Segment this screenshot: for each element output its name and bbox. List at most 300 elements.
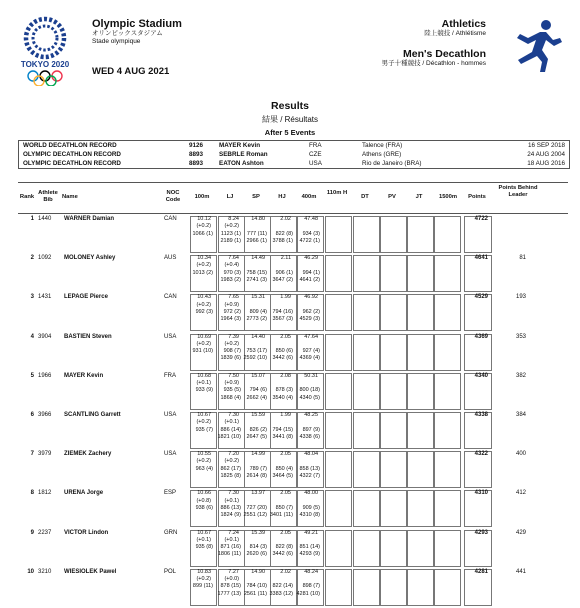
athlete-noc: CAN [164, 216, 177, 222]
result-100m-line: 935 (7) [195, 426, 213, 433]
empty-event-cell [380, 373, 407, 410]
result-hj-line: 1.99 [280, 294, 291, 301]
empty-event-cell [434, 373, 461, 410]
result-lj-line: 1839 (6) [220, 355, 241, 362]
athlete-name: BASTIEN Steven [64, 333, 112, 340]
athlete-rank: 5 [30, 372, 34, 379]
result-hj-line: 2.05 [280, 490, 291, 497]
empty-event-cell [353, 334, 380, 371]
result-sp-line: 15.59 [251, 412, 265, 418]
result-lj-line: (+0.2) [224, 458, 239, 465]
result-lj-line: 970 (3) [223, 269, 241, 276]
result-sp-line: 13.97 [251, 490, 265, 497]
result-sp-line: 794 (6) [249, 387, 267, 394]
result-sp-line: 2614 (8) [246, 473, 267, 480]
result-lj-line: 1824 (9) [220, 512, 241, 519]
venue-name-fr: Stade olympique [92, 38, 141, 45]
result-lj-line: (+0.4) [224, 262, 239, 269]
athlete-noc: CAN [164, 294, 177, 301]
result-hj-line: 794 (16) [272, 308, 293, 315]
athlete-points-behind: 400 [515, 451, 526, 458]
result-sp-line: 2773 (2) [246, 316, 267, 323]
result-hj-line: 822 (8) [275, 230, 293, 237]
result-sp-line: 784 (10) [246, 583, 267, 590]
col-hj: HJ [278, 194, 286, 200]
athlete-noc: USA [164, 412, 177, 418]
result-hj-line: 3464 (5) [272, 473, 293, 480]
result-hj-line: 3567 (3) [272, 316, 293, 323]
record-noc: CZE [309, 151, 322, 158]
athlete-name: MOLONEY Ashley [64, 255, 116, 262]
result-sp-line: 809 (4) [249, 308, 267, 315]
result-lj-line: (+0.9) [224, 301, 239, 308]
record-points: 8893 [189, 151, 204, 158]
result-lj-line: 2189 (1) [220, 237, 241, 244]
table-row [18, 451, 568, 490]
table-row [18, 255, 568, 294]
result-lj-line: 7.39 [228, 333, 239, 340]
result-lj-line: 1821 (10) [217, 433, 241, 440]
athlete-noc: ESP [164, 490, 177, 497]
result-lj-line: 935 (5) [223, 387, 241, 394]
athlete-rank: 8 [30, 490, 34, 497]
result-lj-line: 908 (7) [223, 348, 241, 355]
athlete-points-behind: 384 [515, 412, 526, 418]
athlete-name: WIESIOLEK Pawel [64, 568, 117, 575]
athlete-rank: 1 [30, 216, 34, 222]
result-lj-line: 862 (17) [220, 465, 241, 472]
result-hj-line: 3401 (11) [269, 512, 293, 519]
result-lj-line: 1868 (4) [220, 394, 241, 401]
empty-event-cell [407, 569, 434, 606]
athlete-bib: 3904 [38, 333, 52, 340]
result-sp-line: 758 (15) [246, 269, 267, 276]
athlete-bib: 3979 [38, 451, 52, 458]
col-400m: 400m [301, 194, 317, 200]
empty-event-cell [434, 569, 461, 606]
result-lj-line: 7.20 [228, 451, 239, 458]
athlete-rank: 4 [30, 333, 34, 340]
result-400m-line: 4293 (9) [299, 551, 320, 558]
record-label: WORLD DECATHLON RECORD [23, 142, 117, 149]
result-lj-line: 7.30 [228, 490, 239, 497]
empty-event-cell [325, 373, 352, 410]
result-sp-line: 14.99 [251, 451, 265, 458]
result-hj-line: 1.99 [280, 412, 291, 418]
table-row [18, 216, 568, 255]
empty-event-cell [434, 294, 461, 331]
empty-event-cell [407, 530, 434, 567]
page-title: Results [271, 100, 309, 112]
athlete-rank: 7 [30, 451, 34, 458]
athlete-bib: 2237 [38, 529, 52, 536]
result-sp-line: 2966 (1) [246, 237, 267, 244]
venue-name: Olympic Stadium [92, 18, 182, 30]
record-holder: EATON Ashton [219, 160, 264, 167]
result-400m-line: 48.04 [304, 451, 318, 458]
result-100m-line: 10.12 [197, 216, 211, 222]
empty-event-cell [407, 294, 434, 331]
empty-event-cell [434, 530, 461, 567]
result-lj-line: 878 (15) [220, 583, 241, 590]
result-sp-line: 2561 (11) [243, 590, 267, 597]
result-400m-line: 909 (5) [302, 504, 320, 511]
empty-event-cell [353, 255, 380, 292]
result-sp-line: 14.90 [251, 568, 265, 575]
athlete-bib: 1812 [38, 490, 52, 497]
result-100m-line: 10.43 [197, 294, 211, 301]
result-400m-line: 994 (1) [302, 269, 320, 276]
athlete-name: MAYER Kevin [64, 372, 104, 379]
record-noc: USA [309, 160, 322, 167]
record-points: 8893 [189, 160, 204, 167]
result-sp-line: 14.49 [251, 255, 265, 262]
result-lj-line: (+0.2) [224, 223, 239, 230]
col-110mh: 110m H [326, 190, 348, 196]
result-hj-line: 850 (4) [275, 465, 293, 472]
result-hj-line: 2.05 [280, 451, 291, 458]
empty-event-cell [353, 294, 380, 331]
result-lj-line: (+0.2) [224, 340, 239, 347]
record-noc: FRA [309, 142, 322, 149]
athlete-noc: USA [164, 451, 177, 458]
result-hj-line: 2.05 [280, 333, 291, 340]
result-400m-line: 858 (13) [299, 465, 320, 472]
result-100m-line: 10.68 [197, 372, 211, 379]
result-100m-line: 963 (4) [195, 465, 213, 472]
col-name: Name [62, 194, 78, 200]
result-400m-line: 4338 (6) [299, 433, 320, 440]
athlete-name: ZIEMEK Zachery [64, 451, 112, 458]
empty-event-cell [407, 451, 434, 488]
result-400m-line: 851 (14) [299, 544, 320, 551]
result-sp-line: 826 (2) [249, 426, 267, 433]
result-hj-line: 3647 (2) [272, 277, 293, 284]
col-noc: NOC Code [165, 190, 181, 203]
col-rank: Rank [19, 194, 35, 200]
result-hj-line: 3442 (6) [272, 551, 293, 558]
athlete-name: VICTOR Lindon [64, 529, 109, 536]
result-100m-line: 10.66 [197, 490, 211, 497]
result-hj-line: 3441 (8) [272, 433, 293, 440]
col-points: Points [468, 194, 486, 200]
result-400m-line: 4281 (10) [296, 590, 320, 597]
col-dt: DT [361, 194, 369, 200]
table-row [18, 490, 568, 529]
result-100m-line: 933 (9) [195, 387, 213, 394]
result-sp-line: 15.31 [251, 294, 265, 301]
result-lj-line: (+0.1) [224, 497, 239, 504]
empty-event-cell [380, 451, 407, 488]
result-lj-line: 7.64 [228, 255, 239, 262]
table-row [18, 569, 568, 608]
empty-event-cell [407, 334, 434, 371]
result-lj-line: 886 (14) [220, 426, 241, 433]
result-400m-line: 4310 (8) [299, 512, 320, 519]
result-hj-line: 2.02 [280, 216, 291, 222]
event-name: Men's Decathlon [402, 48, 486, 60]
result-400m-line: 47.64 [304, 333, 318, 340]
result-hj-line: 2.05 [280, 529, 291, 536]
empty-event-cell [325, 569, 352, 606]
result-400m-line: 962 (2) [302, 308, 320, 315]
record-place: Athens (GRE) [362, 151, 402, 158]
empty-event-cell [434, 490, 461, 527]
athlete-bib: 1966 [38, 372, 52, 379]
empty-event-cell [434, 451, 461, 488]
result-100m-line: 992 (3) [195, 308, 213, 315]
col-1500m: 1500m [438, 194, 458, 200]
empty-event-cell [407, 216, 434, 253]
result-hj-line: 3383 (12) [269, 590, 293, 597]
athlete-points: 4340 [474, 372, 488, 379]
empty-event-cell [380, 255, 407, 292]
records-table [18, 140, 570, 169]
result-sp-line: 814 (3) [249, 544, 267, 551]
result-100m-line: (+0.1) [196, 536, 211, 543]
empty-event-cell [380, 530, 407, 567]
athlete-points-behind: 353 [515, 333, 526, 340]
empty-event-cell [325, 451, 352, 488]
result-lj-line: 1964 (3) [220, 316, 241, 323]
result-sp-line: 2592 (10) [243, 355, 267, 362]
record-row [19, 141, 569, 150]
empty-event-cell [353, 373, 380, 410]
result-400m-line: 897 (9) [302, 426, 320, 433]
result-100m-line: 931 (10) [192, 348, 213, 355]
result-400m-line: 49.21 [304, 529, 318, 536]
athlete-rank: 3 [30, 294, 34, 301]
result-100m-line: 10.69 [197, 333, 211, 340]
result-lj-line: 7.50 [228, 372, 239, 379]
athlete-rank: 9 [30, 529, 34, 536]
empty-event-cell [407, 412, 434, 449]
result-lj-line: 1825 (8) [220, 473, 241, 480]
athlete-points-behind: 429 [515, 529, 526, 536]
result-sp-line: 2662 (4) [246, 394, 267, 401]
athlete-bib: 1431 [38, 294, 52, 301]
record-place: Talence (FRA) [362, 142, 403, 149]
athlete-bib: 3966 [38, 412, 52, 418]
result-100m-line: (+0.2) [196, 419, 211, 426]
result-hj-line: 2.02 [280, 568, 291, 575]
sport-name-translations: 陸上競技 / Athlétisme [424, 30, 486, 37]
result-sp-line: 727 (20) [246, 504, 267, 511]
result-100m-line: (+0.2) [196, 223, 211, 230]
athlete-points: 4641 [474, 255, 488, 262]
event-date: WED 4 AUG 2021 [92, 66, 170, 77]
result-lj-line: 8.24 [228, 216, 239, 222]
svg-text:TOKYO 2020: TOKYO 2020 [20, 60, 70, 69]
result-100m-line: 938 (6) [195, 504, 213, 511]
athlete-rank: 10 [27, 568, 34, 575]
result-sp-line: 15.39 [251, 529, 265, 536]
athlete-bib: 1440 [38, 216, 52, 222]
col-bib: Athlete Bib [38, 190, 58, 203]
result-100m-line: (+0.2) [196, 262, 211, 269]
result-hj-line: 822 (8) [275, 544, 293, 551]
result-400m-line: 4529 (3) [299, 316, 320, 323]
result-100m-line: (+0.2) [196, 340, 211, 347]
athlete-points-behind: 382 [515, 372, 526, 379]
col-pv: PV [388, 194, 396, 200]
empty-event-cell [434, 255, 461, 292]
empty-event-cell [325, 294, 352, 331]
empty-event-cell [380, 294, 407, 331]
athlete-name: URENA Jorge [64, 490, 104, 497]
result-100m-line: 10.34 [197, 255, 211, 262]
athlete-points: 4310 [474, 490, 488, 497]
col-100m: 100m [194, 194, 210, 200]
result-400m-line: 4722 (1) [299, 237, 320, 244]
result-400m-line: 47.48 [304, 216, 318, 222]
col-points-behind: Points Behind Leader [498, 185, 538, 198]
empty-event-cell [353, 530, 380, 567]
result-hj-line: 850 (6) [275, 348, 293, 355]
result-400m-line: 48.00 [304, 490, 318, 497]
athlete-rank: 6 [30, 412, 34, 418]
result-lj-line: 7.30 [228, 412, 239, 418]
result-lj-line: (+0.1) [224, 419, 239, 426]
col-sp: SP [252, 194, 260, 200]
record-label: OLYMPIC DECATHLON RECORD [23, 160, 121, 167]
athlete-bib: 1092 [38, 255, 52, 262]
athlete-points: 4722 [474, 216, 488, 222]
empty-event-cell [434, 412, 461, 449]
result-100m-line: (+0.2) [196, 458, 211, 465]
result-hj-line: 878 (3) [275, 387, 293, 394]
result-lj-line: (+0.9) [224, 380, 239, 387]
result-lj-line: (+0.1) [224, 536, 239, 543]
result-hj-line: 2.08 [280, 372, 291, 379]
result-400m-line: 4340 (5) [299, 394, 320, 401]
sport-name: Athletics [441, 18, 486, 30]
result-lj-line: 886 (13) [220, 504, 241, 511]
result-hj-line: 2.11 [280, 255, 291, 262]
empty-event-cell [353, 451, 380, 488]
result-400m-line: 927 (4) [302, 348, 320, 355]
result-400m-line: 4641 (2) [299, 277, 320, 284]
record-row [19, 150, 569, 159]
empty-event-cell [407, 255, 434, 292]
record-holder: MAYER Kevin [219, 142, 261, 149]
athlete-points-behind: 81 [519, 255, 526, 262]
result-100m-line: 10.83 [197, 568, 211, 575]
result-100m-line: 10.67 [197, 529, 211, 536]
empty-event-cell [325, 490, 352, 527]
page-subtitle: 結果 / Résultats [261, 115, 318, 124]
result-400m-line: 898 (7) [302, 583, 320, 590]
athlete-points: 4281 [474, 568, 488, 575]
empty-event-cell [325, 530, 352, 567]
result-400m-line: 46.29 [304, 255, 318, 262]
athlete-noc: USA [164, 333, 177, 340]
result-100m-line: 899 (11) [192, 583, 213, 590]
athlete-noc: AUS [164, 255, 177, 262]
venue-name-jp: オリンピックスタジアム [92, 30, 163, 37]
result-lj-line: 1806 (11) [217, 551, 241, 558]
athletics-pictogram-icon [506, 16, 566, 74]
result-100m-line: (+0.2) [196, 576, 211, 583]
col-jt: JT [415, 194, 423, 200]
page-header [0, 0, 580, 90]
table-row [18, 334, 568, 373]
athlete-points: 4369 [474, 333, 488, 340]
empty-event-cell [325, 334, 352, 371]
result-400m-line: 48.25 [304, 412, 318, 418]
result-hj-line: 794 (15) [272, 426, 293, 433]
result-lj-line: 871 (16) [220, 544, 241, 551]
empty-event-cell [434, 334, 461, 371]
athlete-points: 4529 [474, 294, 488, 301]
results-table-header [18, 182, 568, 214]
result-100m-line: 10.55 [197, 451, 211, 458]
tokyo-2020-logo [14, 16, 76, 86]
record-place: Rio de Janeiro (BRA) [362, 160, 422, 167]
result-400m-line: 4369 (4) [299, 355, 320, 362]
result-hj-line: 906 (1) [275, 269, 293, 276]
result-sp-line: 777 (11) [246, 230, 267, 237]
athlete-points: 4322 [474, 451, 488, 458]
athlete-noc: FRA [164, 372, 176, 379]
empty-event-cell [380, 569, 407, 606]
empty-event-cell [434, 216, 461, 253]
result-sp-line: 2647 (5) [246, 433, 267, 440]
empty-event-cell [380, 412, 407, 449]
result-lj-line: 1123 (1) [220, 230, 241, 237]
empty-event-cell [407, 373, 434, 410]
record-holder: SEBRLE Roman [219, 151, 268, 158]
result-sp-line: 14.80 [251, 216, 265, 222]
result-400m-line: 50.31 [304, 372, 318, 379]
record-date: 16 SEP 2018 [528, 142, 565, 149]
athlete-name: LEPAGE Pierce [64, 294, 108, 301]
result-400m-line: 46.92 [304, 294, 318, 301]
result-hj-line: 850 (7) [275, 504, 293, 511]
record-date: 18 AUG 2016 [527, 160, 565, 167]
empty-event-cell [353, 490, 380, 527]
result-sp-line: 753 (17) [246, 348, 267, 355]
result-hj-line: 3442 (6) [272, 355, 293, 362]
stage-title: After 5 Events [264, 128, 316, 137]
empty-event-cell [325, 216, 352, 253]
result-sp-line: 2620 (6) [246, 551, 267, 558]
result-sp-line: 15.07 [251, 372, 265, 379]
result-400m-line: 934 (3) [302, 230, 320, 237]
result-lj-line: 1983 (2) [220, 277, 241, 284]
table-row [18, 530, 568, 569]
result-sp-line: 2741 (3) [246, 277, 267, 284]
result-100m-line: 10.67 [197, 412, 211, 418]
result-lj-line: 7.24 [228, 529, 239, 536]
athlete-bib: 3210 [38, 568, 52, 575]
athlete-name: SCANTLING Garrett [64, 412, 121, 418]
result-100m-line: (+0.8) [196, 497, 211, 504]
table-row [18, 412, 568, 451]
result-400m-line: 48.24 [304, 568, 318, 575]
result-lj-line: 972 (2) [223, 308, 241, 315]
result-lj-line: 7.65 [228, 294, 239, 301]
result-hj-line: 3540 (4) [272, 394, 293, 401]
athlete-points-behind: 441 [515, 568, 526, 575]
result-100m-line: 935 (8) [195, 544, 213, 551]
empty-event-cell [353, 569, 380, 606]
result-100m-line: (+0.1) [196, 380, 211, 387]
athlete-noc: GRN [164, 529, 178, 536]
result-hj-line: 822 (14) [272, 583, 293, 590]
event-name-translations: 男子十種競技 / Décathlon - hommes [381, 60, 486, 67]
result-lj-line: (+0.0) [224, 576, 239, 583]
